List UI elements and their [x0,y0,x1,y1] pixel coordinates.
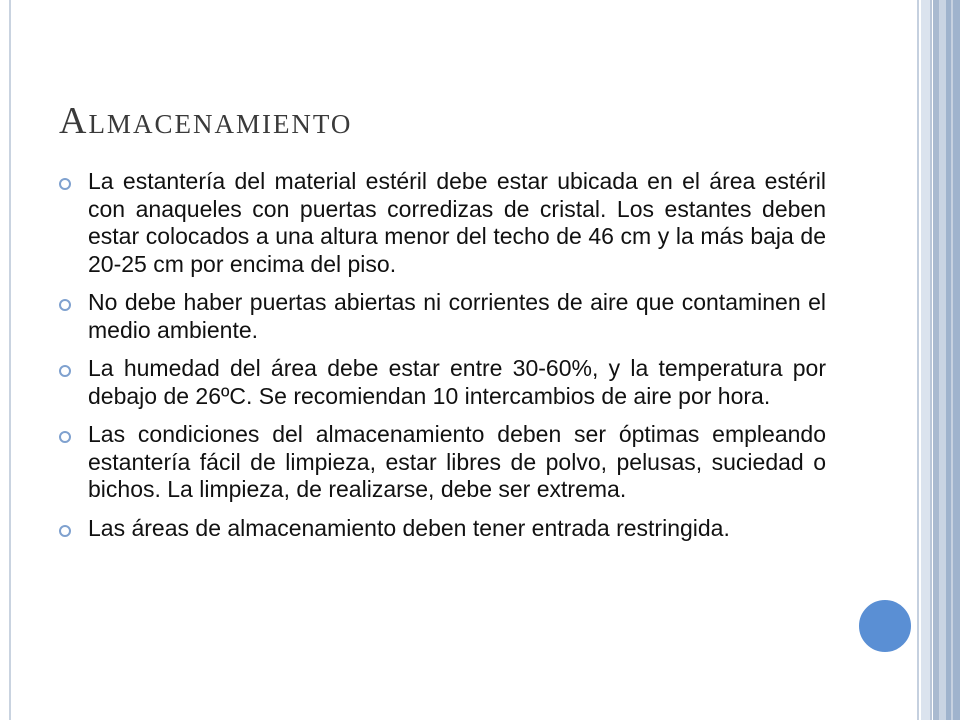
right-decor-stripe [946,0,960,720]
bullet-item [58,421,826,504]
right-decor-stripe [951,0,953,720]
open-circle-bullet-icon [58,177,72,191]
right-decor-stripe [917,0,919,720]
left-border-line [9,0,11,720]
slide-title: Almacenamiento [59,100,353,142]
bullet-list [58,168,826,553]
decorative-circle [856,597,914,655]
open-circle-bullet-icon [58,364,72,378]
bullet-item [58,289,826,344]
bullet-item [58,168,826,278]
right-decor-stripe [939,0,946,720]
bullet-text: Las áreas de almacenamiento deben tener entrada restringida. [88,514,730,541]
bullet-text: Las condiciones del almacenamiento deben ser óptimas empleando estantería fácil de limpieza, estar libres de polvo, pelusas, suciedad o bichos. La limpieza, de realizarse, debe ser extrema. [88,421,826,502]
bullet-item [58,355,826,410]
right-decor-stripe [930,0,932,720]
open-circle-bullet-icon [58,524,72,538]
bullet-text: La humedad del área debe estar entre 30-60%, y la temperatura por debajo de 26ºC. Se recomiendan 10 intercambios de aire por hora. [88,355,826,409]
bullet-text: No debe haber puertas abiertas ni corrientes de aire que contaminen el medio ambiente. [88,289,826,343]
right-decor-stripe [921,0,930,720]
open-circle-bullet-icon [58,298,72,312]
open-circle-bullet-icon [58,430,72,444]
bullet-text: La estantería del material estéril debe estar ubicada en el área estéril con anaqueles con puertas corredizas de cristal. Los estantes deben estar colocados a una altura menor del techo de 46 cm y la más baja de 20-25 cm por encima del piso. [88,168,826,277]
bullet-item [58,515,826,543]
